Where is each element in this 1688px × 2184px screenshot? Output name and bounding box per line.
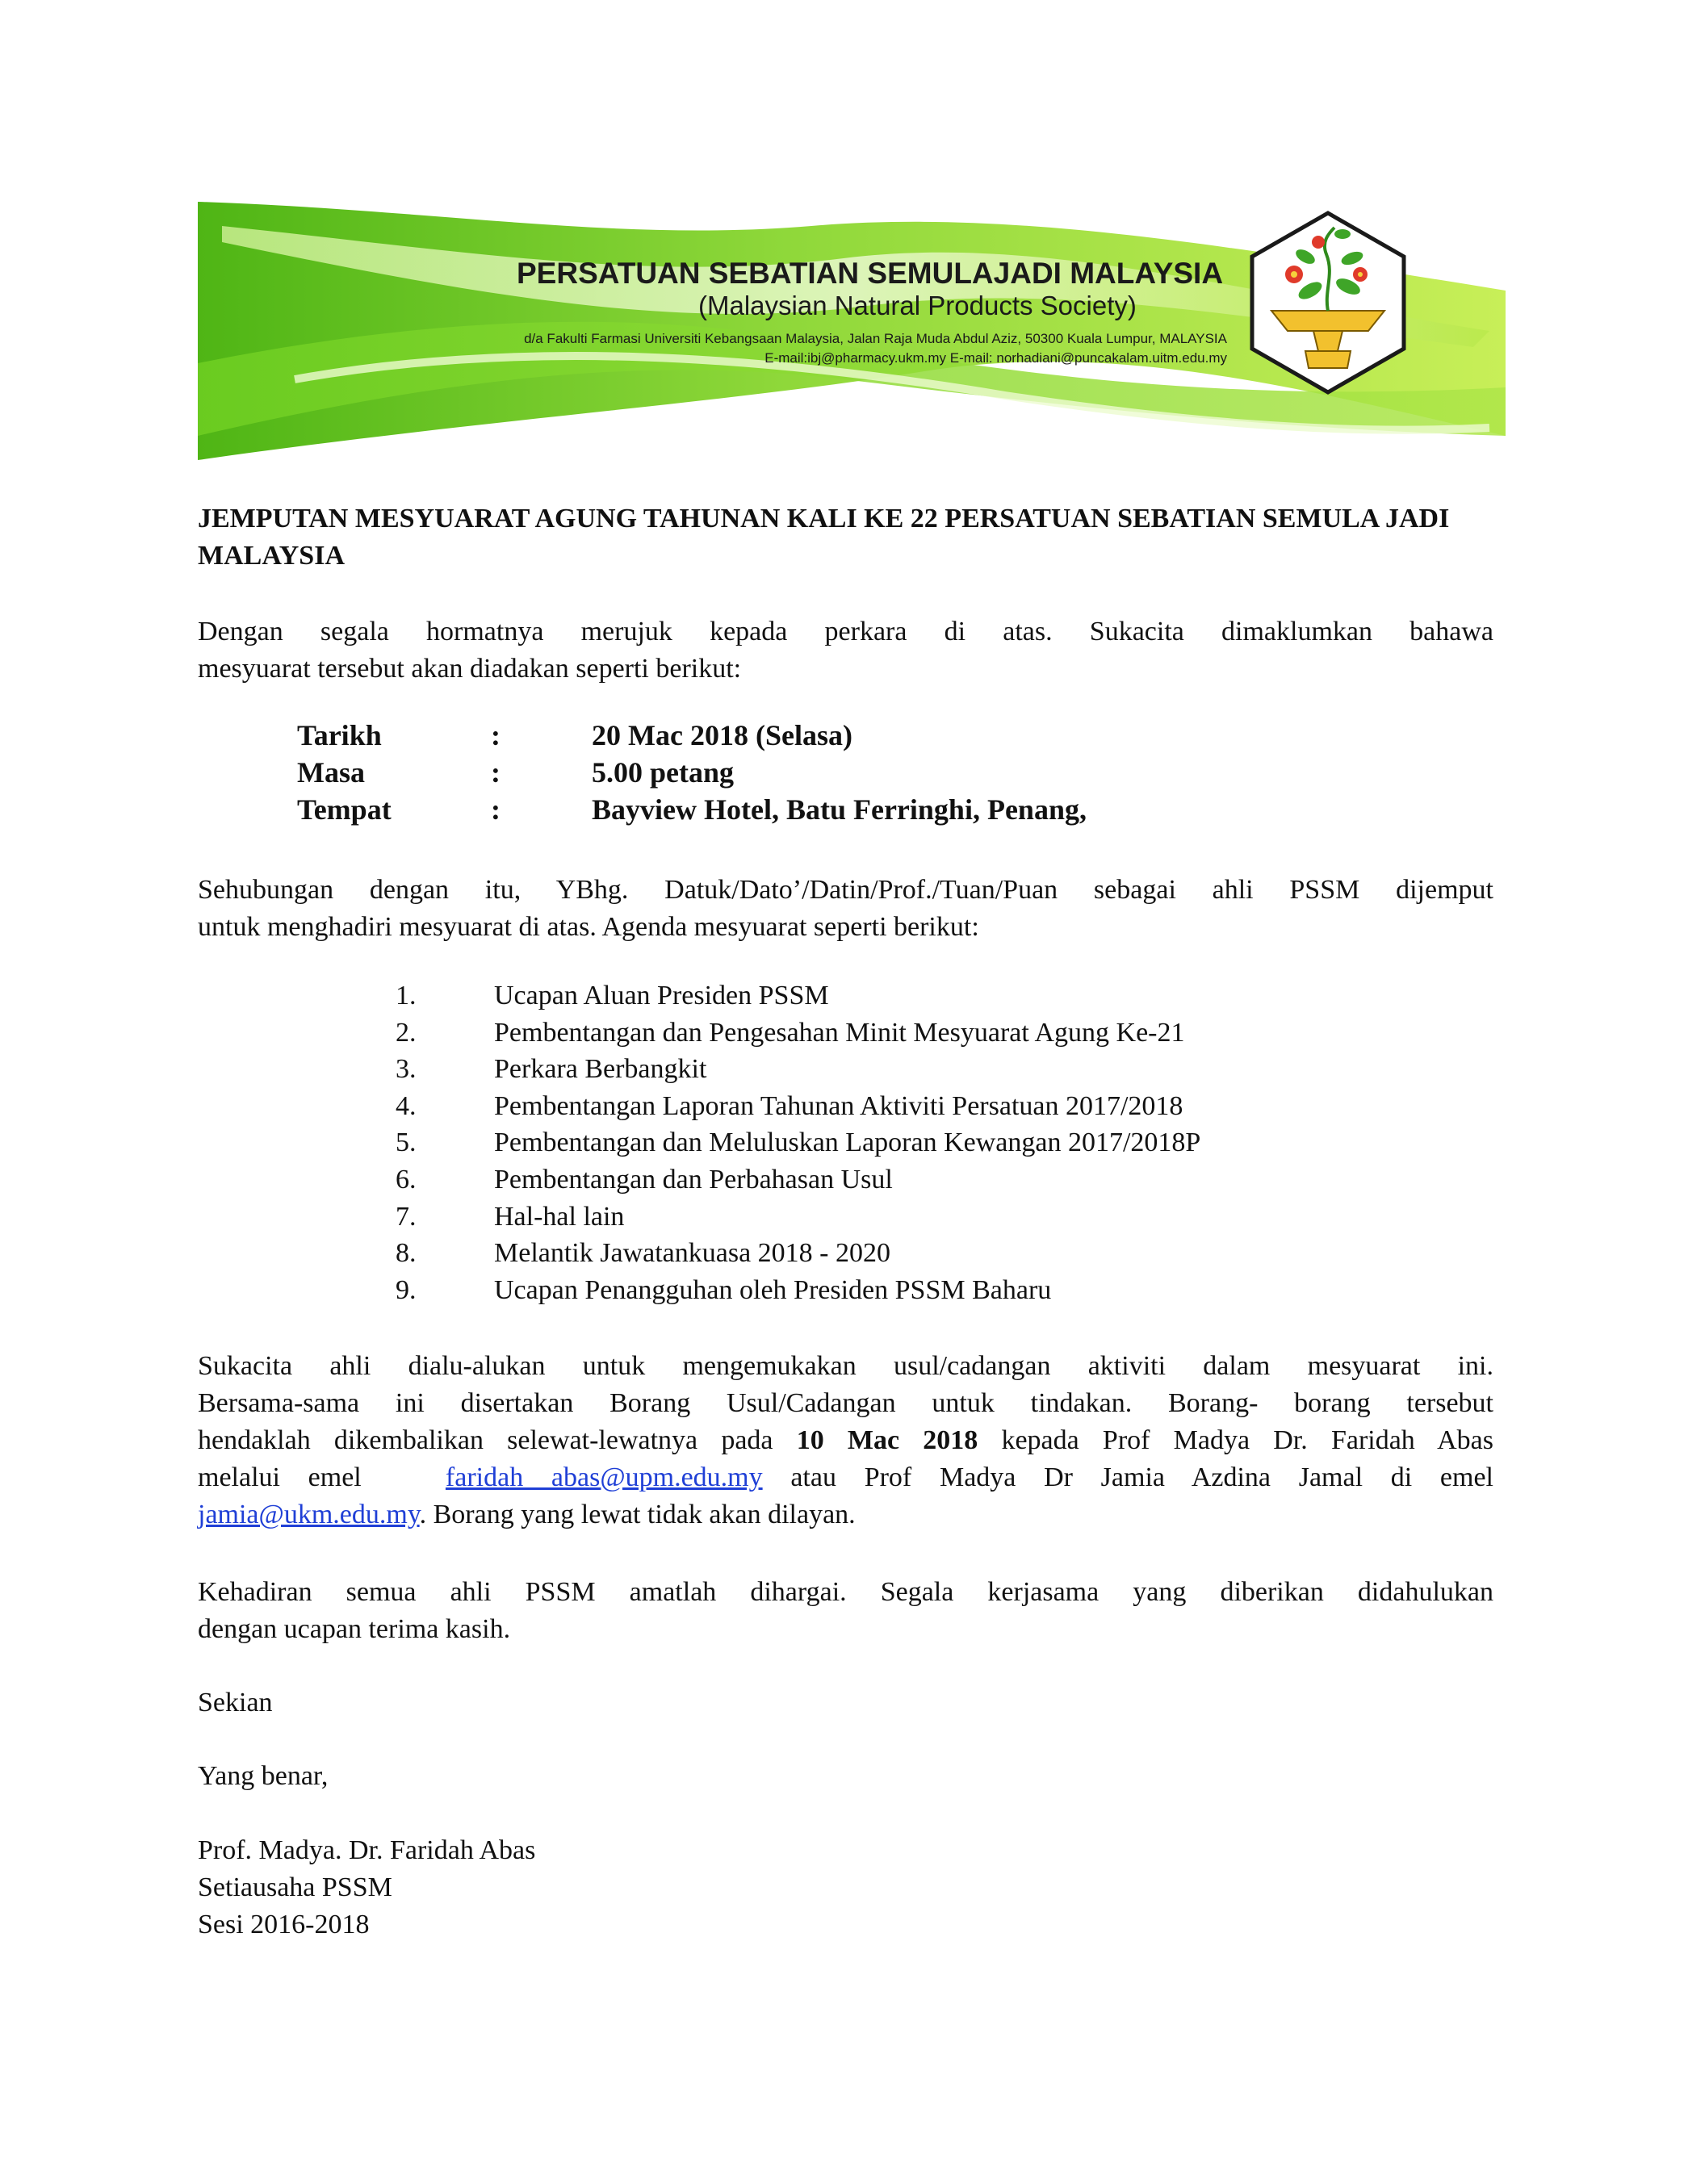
invitation-paragraph: [198, 872, 1493, 946]
agenda-item: [396, 1202, 1445, 1239]
detail-value: 20 Mac 2018 (Selasa): [592, 719, 852, 751]
deadline-date: 10 Mac 2018: [796, 1425, 978, 1455]
org-emails: E-mail:ibj@pharmacy.ukm.my E-mail: norhadiani@puncakalam.uitm.edu.my: [764, 350, 1227, 366]
paragraph-line: dengan ucapan terima kasih.: [198, 1614, 511, 1644]
paragraph-line: Bersama-sama ini disertakan Borang Usul/Cadangan untuk tindakan. Borang- borang tersebut: [198, 1388, 1493, 1418]
closing-sekian: Sekian: [198, 1688, 273, 1717]
paragraph-text: . Borang yang lewat tidak akan dilayan.: [419, 1500, 856, 1529]
agenda-text: Ucapan Penangguhan oleh Presiden PSSM Baharu: [494, 1274, 1052, 1305]
agenda-number: 8.: [396, 1238, 417, 1269]
paragraph-line: [198, 1422, 1493, 1459]
paragraph-text: melalui emel: [198, 1462, 362, 1492]
paragraph-line: Kehadiran semua ahli PSSM amatlah dihargai. Segala kerjasama yang diberikan didahulukan: [198, 1577, 1493, 1607]
agenda-item: [396, 1238, 1445, 1275]
agenda-text: Melantik Jawatankuasa 2018 - 2020: [494, 1238, 890, 1269]
meeting-details: [297, 718, 1266, 830]
detail-row-venue: [297, 793, 1266, 830]
agenda-list: [396, 981, 1445, 1312]
proposal-paragraph: [198, 1348, 1493, 1533]
detail-row-time: [297, 755, 1266, 793]
detail-label: Tempat: [297, 793, 392, 826]
email-link-faridah[interactable]: faridah abas@upm.edu.my: [445, 1462, 763, 1492]
detail-colon: :: [491, 793, 501, 826]
agenda-number: 4.: [396, 1090, 417, 1121]
detail-value: 5.00 petang: [592, 756, 735, 789]
agenda-item: [396, 1091, 1445, 1128]
detail-value: Bayview Hotel, Batu Ferringhi, Penang,: [592, 793, 1087, 826]
org-address: d/a Fakulti Farmasi Universiti Kebangsaan Malaysia, Jalan Raja Muda Abdul Aziz, 50300 Kuala Lumpur, MALAYSIA: [524, 331, 1227, 346]
signatory-title: Setiausaha PSSM: [198, 1872, 392, 1902]
agenda-number: 9.: [396, 1274, 417, 1305]
agenda-item: [396, 1275, 1445, 1312]
agenda-number: 6.: [396, 1164, 417, 1195]
paragraph-text: atau Prof Madya Dr Jamia Azdina Jamal di emel: [790, 1462, 1493, 1492]
society-logo-icon: [1247, 210, 1409, 395]
paragraph-line: Sehubungan dengan itu, YBhg. Datuk/Dato’/Datin/Prof./Tuan/Puan sebagai ahli PSSM dijemput: [198, 875, 1493, 905]
signatory-session: Sesi 2016-2018: [198, 1910, 370, 1939]
detail-label: Masa: [297, 756, 365, 789]
agenda-text: Hal-hal lain: [494, 1201, 625, 1232]
agenda-item: [396, 1165, 1445, 1202]
agenda-item: [396, 1018, 1445, 1055]
agenda-number: 7.: [396, 1201, 417, 1232]
detail-colon: :: [491, 756, 501, 789]
paragraph-line: [198, 1496, 1493, 1533]
org-name-english: (Malaysian Natural Products Society): [698, 291, 1137, 320]
agenda-number: 1.: [396, 981, 417, 1010]
intro-paragraph: [198, 613, 1493, 688]
detail-label: Tarikh: [297, 719, 382, 751]
agenda-text: Perkara Berbangkit: [494, 1054, 707, 1085]
heading-line: MALAYSIA: [198, 541, 346, 571]
detail-row-date: [297, 718, 1266, 755]
detail-colon: :: [491, 719, 501, 751]
paragraph-line: untuk menghadiri mesyuarat di atas. Agenda mesyuarat seperti berikut:: [198, 912, 979, 942]
agenda-text: Pembentangan dan Pengesahan Minit Mesyuarat Agung Ke-21: [494, 1017, 1185, 1048]
agenda-item: [396, 1128, 1445, 1165]
agenda-number: 5.: [396, 1128, 417, 1158]
paragraph-text: hendaklah dikembalikan selewat-lewatnya pada: [198, 1425, 797, 1455]
heading-line: JEMPUTAN MESYUARAT AGUNG TAHUNAN KALI KE 22 PERSATUAN SEBATIAN SEMULA JADI: [198, 504, 1450, 533]
agenda-text: Ucapan Aluan Presiden PSSM: [494, 981, 829, 1010]
agenda-text: Pembentangan Laporan Tahunan Aktiviti Persatuan 2017/2018: [494, 1090, 1183, 1121]
agenda-number: 3.: [396, 1054, 417, 1085]
org-name: PERSATUAN SEBATIAN SEMULAJADI MALAYSIA: [517, 257, 1224, 290]
agenda-number: 2.: [396, 1017, 417, 1048]
paragraph-text: kepada Prof Madya Dr. Faridah Abas: [978, 1425, 1493, 1455]
agenda-item: [396, 981, 1445, 1018]
paragraph-line: mesyuarat tersebut akan diadakan seperti berikut:: [198, 654, 742, 684]
letterhead: [198, 194, 1506, 460]
appreciation-paragraph: [198, 1574, 1493, 1648]
paragraph-line: Dengan segala hormatnya merujuk kepada perkara di atas. Sukacita dimaklumkan bahawa: [198, 617, 1493, 646]
letter-heading: [198, 500, 1493, 575]
signatory-name: Prof. Madya. Dr. Faridah Abas: [198, 1835, 536, 1865]
agenda-item: [396, 1054, 1445, 1091]
agenda-text: Pembentangan dan Perbahasan Usul: [494, 1164, 893, 1195]
agenda-text: Pembentangan dan Meluluskan Laporan Kewangan 2017/2018P: [494, 1128, 1201, 1158]
paragraph-line: [198, 1459, 1493, 1496]
email-link-jamia[interactable]: jamia@ukm.edu.my: [198, 1500, 420, 1529]
closing-salutation: Yang benar,: [198, 1761, 329, 1791]
paragraph-line: Sukacita ahli dialu-alukan untuk mengemukakan usul/cadangan aktiviti dalam mesyuarat ini.: [198, 1351, 1493, 1381]
